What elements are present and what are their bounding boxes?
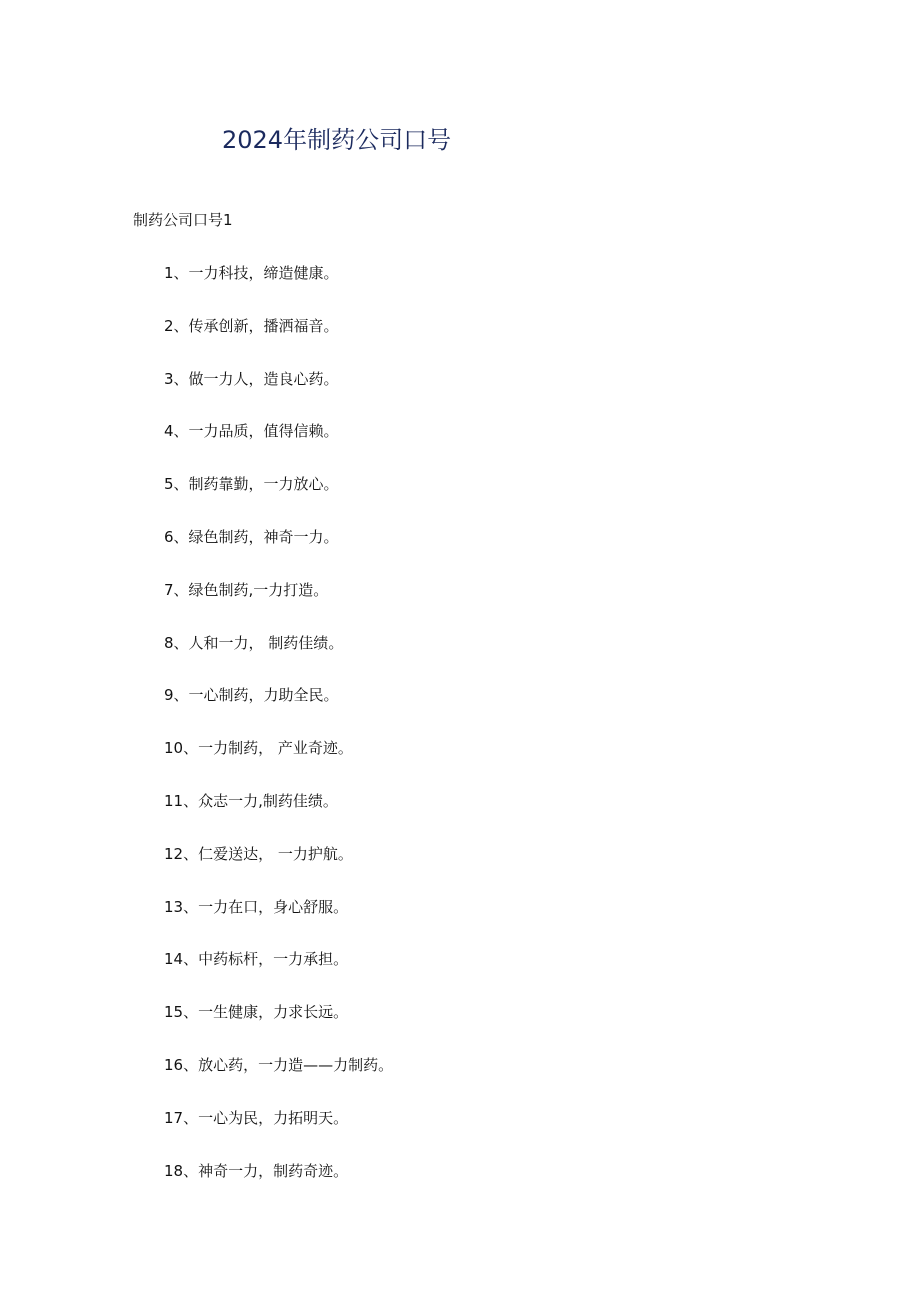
document-title: 2024年制药公司口号 xyxy=(222,126,452,154)
slogan-item: 14、中药标杆，一力承担。 xyxy=(164,950,349,969)
slogan-item: 7、绿色制药,一力打造。 xyxy=(164,580,329,599)
slogan-item: 4、一力品质，值得信赖。 xyxy=(164,422,339,441)
slogan-item: 8、人和一力， 制药佳绩。 xyxy=(164,633,344,652)
slogan-item: 6、绿色制药，神奇一力。 xyxy=(164,527,339,546)
slogan-item: 16、放心药，一力造——力制药。 xyxy=(164,1055,394,1074)
slogan-item: 5、制药靠勤，一力放心。 xyxy=(164,475,339,494)
slogan-item: 2、传承创新，播洒福音。 xyxy=(164,316,339,335)
slogan-item: 9、一心制药，力助全民。 xyxy=(164,686,339,705)
section-heading: 制药公司口号1 xyxy=(133,211,233,229)
slogan-item: 17、一心为民，力拓明天。 xyxy=(164,1108,349,1127)
slogan-item: 1、一力科技，缔造健康。 xyxy=(164,264,339,282)
slogan-list xyxy=(164,262,393,1212)
slogan-item: 10、一力制药， 产业奇迹。 xyxy=(164,739,353,758)
slogan-item: 18、神奇一力，制药奇迹。 xyxy=(164,1161,349,1180)
slogan-item: 11、众志一力,制药佳绩。 xyxy=(164,791,338,810)
slogan-item: 13、一力在口，身心舒服。 xyxy=(164,897,349,916)
slogan-item: 3、做一力人，造良心药。 xyxy=(164,369,339,388)
slogan-item: 15、一生健康，力求长远。 xyxy=(164,1003,349,1022)
slogan-item: 12、仁爱送达， 一力护航。 xyxy=(164,844,353,863)
